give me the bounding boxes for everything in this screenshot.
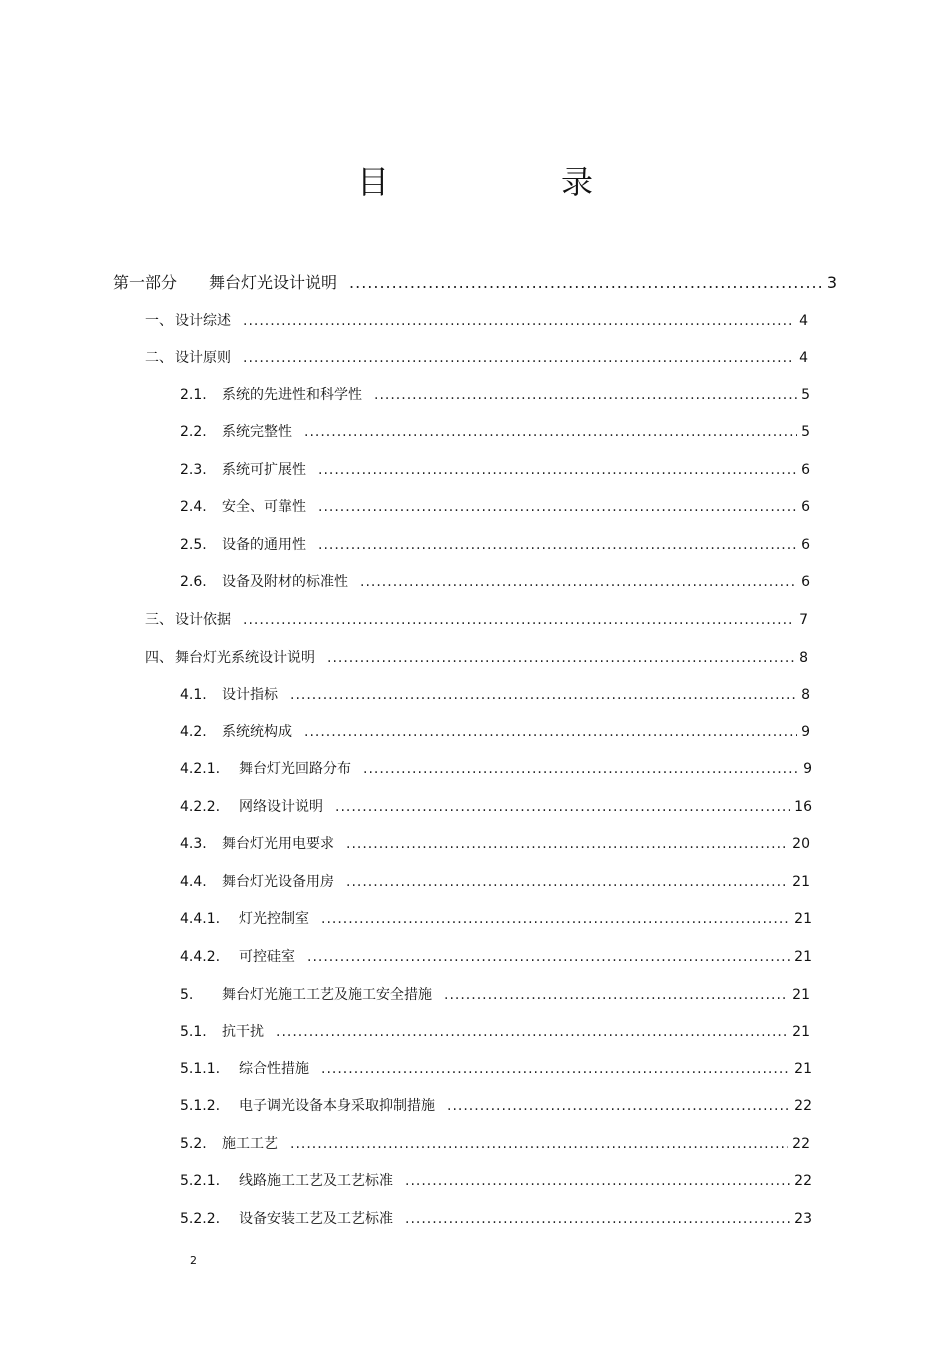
dot-leader: [304, 424, 797, 440]
toc-entry-number: 4.1.: [180, 687, 207, 703]
toc-entry[interactable]: [145, 310, 808, 330]
toc-entry-label: 设计指标: [222, 687, 278, 703]
toc-entry-label: 可控硅室: [239, 949, 295, 965]
toc-entry[interactable]: [145, 647, 808, 667]
dot-leader: [349, 273, 823, 292]
toc-entry-page: 8: [801, 687, 810, 703]
dot-leader: [276, 1024, 788, 1040]
toc-entry[interactable]: [180, 1133, 810, 1153]
dot-leader: [290, 687, 797, 703]
dot-leader: [318, 462, 797, 478]
toc-entry-number: 2.3.: [180, 462, 207, 478]
toc-entry[interactable]: [180, 1095, 812, 1115]
toc-entry-number: 二、: [145, 350, 173, 366]
toc-entry-number: 第一部分: [113, 273, 178, 292]
toc-entry-label: 系统的先进性和科学性: [222, 387, 362, 403]
toc-entry[interactable]: [180, 571, 810, 591]
toc-entry-page: 6: [801, 537, 810, 553]
dot-leader: [360, 574, 797, 590]
toc-entry-page: 21: [794, 949, 812, 965]
toc-entry-label: 设备及附材的标准性: [222, 574, 348, 590]
toc-entry-page: 21: [792, 987, 810, 1003]
toc-entry[interactable]: [180, 1058, 812, 1078]
toc-entry[interactable]: [180, 833, 810, 853]
dot-leader: [346, 836, 788, 852]
toc-entry-page: 7: [799, 612, 808, 628]
dot-leader: [243, 313, 795, 329]
dot-leader: [318, 537, 797, 553]
dot-leader: [444, 987, 788, 1003]
toc-entry[interactable]: [113, 270, 837, 293]
toc-entry[interactable]: [180, 421, 810, 441]
toc-entry-label: 设备的通用性: [222, 537, 306, 553]
toc-entry-number: 2.4.: [180, 499, 207, 515]
toc-entry-label: 电子调光设备本身采取抑制措施: [239, 1098, 435, 1114]
toc-entry-page: 5: [801, 424, 810, 440]
toc-entry-page: 16: [794, 799, 812, 815]
dot-leader: [363, 761, 799, 777]
toc-entry-page: 9: [801, 724, 810, 740]
toc-entry[interactable]: [180, 496, 810, 516]
toc-entry-number: 4.4.1.: [180, 911, 221, 927]
dot-leader: [307, 949, 790, 965]
toc-entry[interactable]: [180, 1021, 810, 1041]
toc-entry-number: 5.2.2.: [180, 1211, 221, 1227]
dot-leader: [243, 350, 795, 366]
toc-entry-label: 舞台灯光设备用房: [222, 874, 334, 890]
toc-entry-number: 5.2.: [180, 1136, 207, 1152]
toc-entry-page: 8: [799, 650, 808, 666]
toc-entry-label: 舞台灯光用电要求: [222, 836, 334, 852]
toc-entry-number: 4.4.: [180, 874, 207, 890]
toc-entry[interactable]: [180, 1170, 812, 1190]
toc-entry-page: 9: [803, 761, 812, 777]
toc-entry-label: 舞台灯光系统设计说明: [175, 650, 315, 666]
toc-entry-number: 2.1.: [180, 387, 207, 403]
dot-leader: [290, 1136, 788, 1152]
dot-leader: [405, 1173, 790, 1189]
toc-entry-label: 设计综述: [175, 313, 231, 329]
toc-entry[interactable]: [180, 871, 810, 891]
dot-leader: [346, 874, 788, 890]
toc-entry[interactable]: [180, 721, 810, 741]
toc-entry-label: 综合性措施: [239, 1061, 309, 1077]
toc-entry-number: 4.3.: [180, 836, 207, 852]
toc-entry-number: 4.2.1.: [180, 761, 221, 777]
toc-entry-label: 抗干扰: [222, 1024, 264, 1040]
toc-entry-label: 网络设计说明: [239, 799, 323, 815]
toc-entry[interactable]: [180, 796, 812, 816]
dot-leader: [447, 1098, 790, 1114]
toc-entry-label: 施工工艺: [222, 1136, 278, 1152]
toc-entry-page: 5: [801, 387, 810, 403]
toc-entry-number: 5.1.: [180, 1024, 207, 1040]
toc-entry[interactable]: [180, 534, 810, 554]
toc-entry[interactable]: [180, 946, 812, 966]
toc-entry-label: 安全、可靠性: [222, 499, 306, 515]
toc-entry-number: 4.2.2.: [180, 799, 221, 815]
toc-entry[interactable]: [180, 384, 810, 404]
toc-entry[interactable]: [180, 459, 810, 479]
toc-entry-label: 系统统构成: [222, 724, 292, 740]
toc-entry-label: 灯光控制室: [239, 911, 309, 927]
toc-entry-page: 4: [799, 350, 808, 366]
dot-leader: [374, 387, 797, 403]
toc-entry-number: 四、: [145, 650, 173, 666]
toc-entry-label: 系统可扩展性: [222, 462, 306, 478]
toc-entry-label: 设备安装工艺及工艺标准: [239, 1211, 393, 1227]
toc-entry-page: 6: [801, 499, 810, 515]
toc-entry[interactable]: [180, 984, 810, 1004]
toc-entry-page: 6: [801, 574, 810, 590]
toc-entry-page: 4: [799, 313, 808, 329]
toc-entry-page: 3: [826, 273, 837, 292]
toc-entry-label: 设计依据: [175, 612, 231, 628]
dot-leader: [304, 724, 797, 740]
toc-entry-page: 22: [794, 1173, 812, 1189]
toc-entry-number: 2.6.: [180, 574, 207, 590]
toc-entry-number: 5.1.1.: [180, 1061, 221, 1077]
toc-entry-page: 21: [792, 874, 810, 890]
toc-entry-number: 5.: [180, 987, 194, 1003]
toc-entry-label: 舞台灯光回路分布: [239, 761, 351, 777]
toc-entry-number: 2.2.: [180, 424, 207, 440]
toc-entry-label: 设计原则: [175, 350, 231, 366]
toc-entry[interactable]: [145, 347, 808, 367]
toc-entry-page: 21: [792, 1024, 810, 1040]
toc-entry[interactable]: [180, 908, 812, 928]
toc-entry[interactable]: [180, 1208, 812, 1228]
toc-entry-page: 21: [794, 1061, 812, 1077]
toc-entry-number: 一、: [145, 313, 173, 329]
toc-entry-label: 舞台灯光施工工艺及施工安全措施: [222, 987, 432, 1003]
toc-entry-page: 22: [794, 1098, 812, 1114]
dot-leader: [321, 1061, 790, 1077]
toc-entry-number: 5.2.1.: [180, 1173, 221, 1189]
toc-entry-page: 20: [792, 836, 810, 852]
toc-entry-label: 舞台灯光设计说明: [209, 273, 338, 292]
toc-entry-page: 23: [794, 1211, 812, 1227]
toc-entry[interactable]: [180, 758, 812, 778]
dot-leader: [327, 650, 795, 666]
toc-entry-page: 6: [801, 462, 810, 478]
toc-entry-label: 线路施工工艺及工艺标准: [239, 1173, 393, 1189]
dot-leader: [318, 499, 797, 515]
dot-leader: [335, 799, 790, 815]
toc-entry-number: 三、: [145, 612, 173, 628]
toc-entry-number: 4.2.: [180, 724, 207, 740]
toc-entry[interactable]: [145, 609, 808, 629]
toc-entry[interactable]: [180, 684, 810, 704]
dot-leader: [321, 911, 790, 927]
toc-entry-number: 5.1.2.: [180, 1098, 221, 1114]
toc-entry-number: 2.5.: [180, 537, 207, 553]
dot-leader: [243, 612, 795, 628]
page-number: 2: [190, 1254, 197, 1267]
dot-leader: [405, 1211, 790, 1227]
toc-entry-label: 系统完整性: [222, 424, 292, 440]
toc-entry-number: 4.4.2.: [180, 949, 221, 965]
toc-title: 目 录: [356, 163, 663, 201]
toc-entry-page: 22: [792, 1136, 810, 1152]
toc-entry-page: 21: [794, 911, 812, 927]
